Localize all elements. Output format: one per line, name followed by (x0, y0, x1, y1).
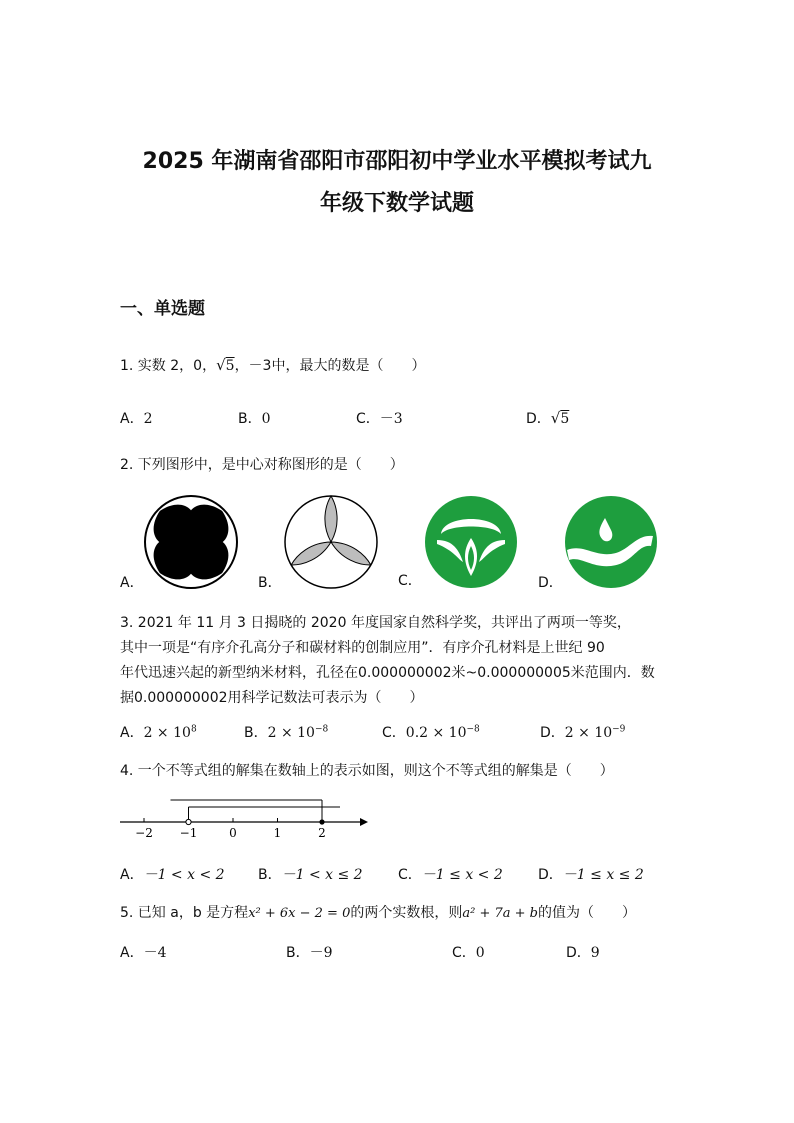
q4-option-c[interactable]: C．－1 ≤ x < 2 (398, 867, 503, 883)
exam-title-line1: 2025 年湖南省邵阳市邵阳初中学业水平模拟考试九 (142, 149, 652, 174)
q4-number-line (118, 792, 378, 842)
axis-tick-label: −1 (179, 826, 198, 840)
axis-arrow-icon (360, 818, 368, 826)
q3-line-3: 年代迅速兴起的新型纳米材料，孔径在0.000000002米~0.000000005米范围内．数 (120, 665, 655, 681)
q4-option-b[interactable]: B．－1 < x ≤ 2 (258, 867, 363, 883)
axis-tick-label: 2 (318, 826, 326, 840)
q5-option-c[interactable]: C．0 (452, 945, 485, 961)
q3-option-c[interactable]: C．$0.2 \times 10^{-8}$ (382, 724, 480, 741)
q1-stem-suffix: ，－3中，最大的数是（ ） (234, 358, 426, 374)
q1-sqrt: √5 (216, 356, 235, 374)
axis-tick-label: 1 (273, 826, 282, 840)
q1-option-c[interactable]: C．－3 (356, 411, 403, 427)
q3-option-b[interactable]: B．$2 \times 10^{-8}$ (244, 724, 329, 741)
q2-option-b-label[interactable]: B． (258, 575, 282, 591)
question-3-stem (120, 611, 680, 711)
exam-title-line2: 年级下数学试题 (319, 191, 474, 216)
q3-line-4: 据0.000000002用科学记数法可表示为（ ） (120, 690, 424, 706)
q5-option-a[interactable]: A．－4 (120, 945, 167, 961)
q2-option-c-label[interactable]: C． (398, 573, 422, 589)
q3-line-2: 其中一项是“有序介孔高分子和碳材料的创制应用”．有序介孔材料是上世纪 90 (120, 640, 605, 656)
axis-tick-label: 0 (229, 826, 237, 840)
q4-option-d[interactable]: D．－1 ≤ x ≤ 2 (538, 867, 644, 883)
open-point (186, 819, 191, 824)
question-1-stem (120, 355, 425, 375)
q1-option-a[interactable]: A．2 (120, 411, 153, 427)
question-2-stem: 2. 下列图形中，是中心对称图形的是（ ） (120, 457, 404, 473)
closed-point (319, 819, 324, 824)
q2-figure-a-four-leaf[interactable] (143, 494, 239, 590)
q1-option-b[interactable]: B．0 (238, 411, 271, 427)
q3-option-a[interactable]: A．$2 \times 10^8$ (120, 724, 197, 741)
q3-line-1: 3. 2021 年 11 月 3 日揭晓的 2020 年度国家自然科学奖，共评出了两项一等奖， (120, 615, 631, 631)
q5-option-d[interactable]: D．9 (566, 945, 600, 961)
q2-figure-d-green-drop[interactable] (563, 494, 659, 590)
q2-option-a-label[interactable]: A． (120, 575, 144, 591)
section-heading: 一、单选题 (120, 299, 205, 319)
question-5-stem: 5. 已知 a，b 是方程x² + 6x − 2 = 0的两个实数根，则a² + 7a + b的值为（ ） (120, 905, 636, 921)
axis-tick-label: −2 (135, 826, 153, 840)
question-4-stem: 4. 一个不等式组的解集在数轴上的表示如图，则这个不等式组的解集是（ ） (120, 763, 614, 779)
q4-option-a[interactable]: A．－1 < x < 2 (120, 867, 225, 883)
q5-option-b[interactable]: B．－9 (286, 945, 333, 961)
q2-option-d-label[interactable]: D． (538, 575, 563, 591)
q5-equation: x² + 6x − 2 = 0 (248, 906, 351, 921)
q3-option-d[interactable]: D．$2 \times 10^{-9}$ (540, 724, 626, 741)
q5-expression: a² + 7a + b (462, 906, 538, 921)
q1-option-d[interactable]: D．√5 (526, 409, 570, 427)
q2-figure-c-green-logo[interactable] (423, 494, 519, 590)
q1-stem-prefix: 1. 实数 2，0， (120, 358, 217, 374)
q2-figure-b-three-petal[interactable] (283, 494, 379, 590)
